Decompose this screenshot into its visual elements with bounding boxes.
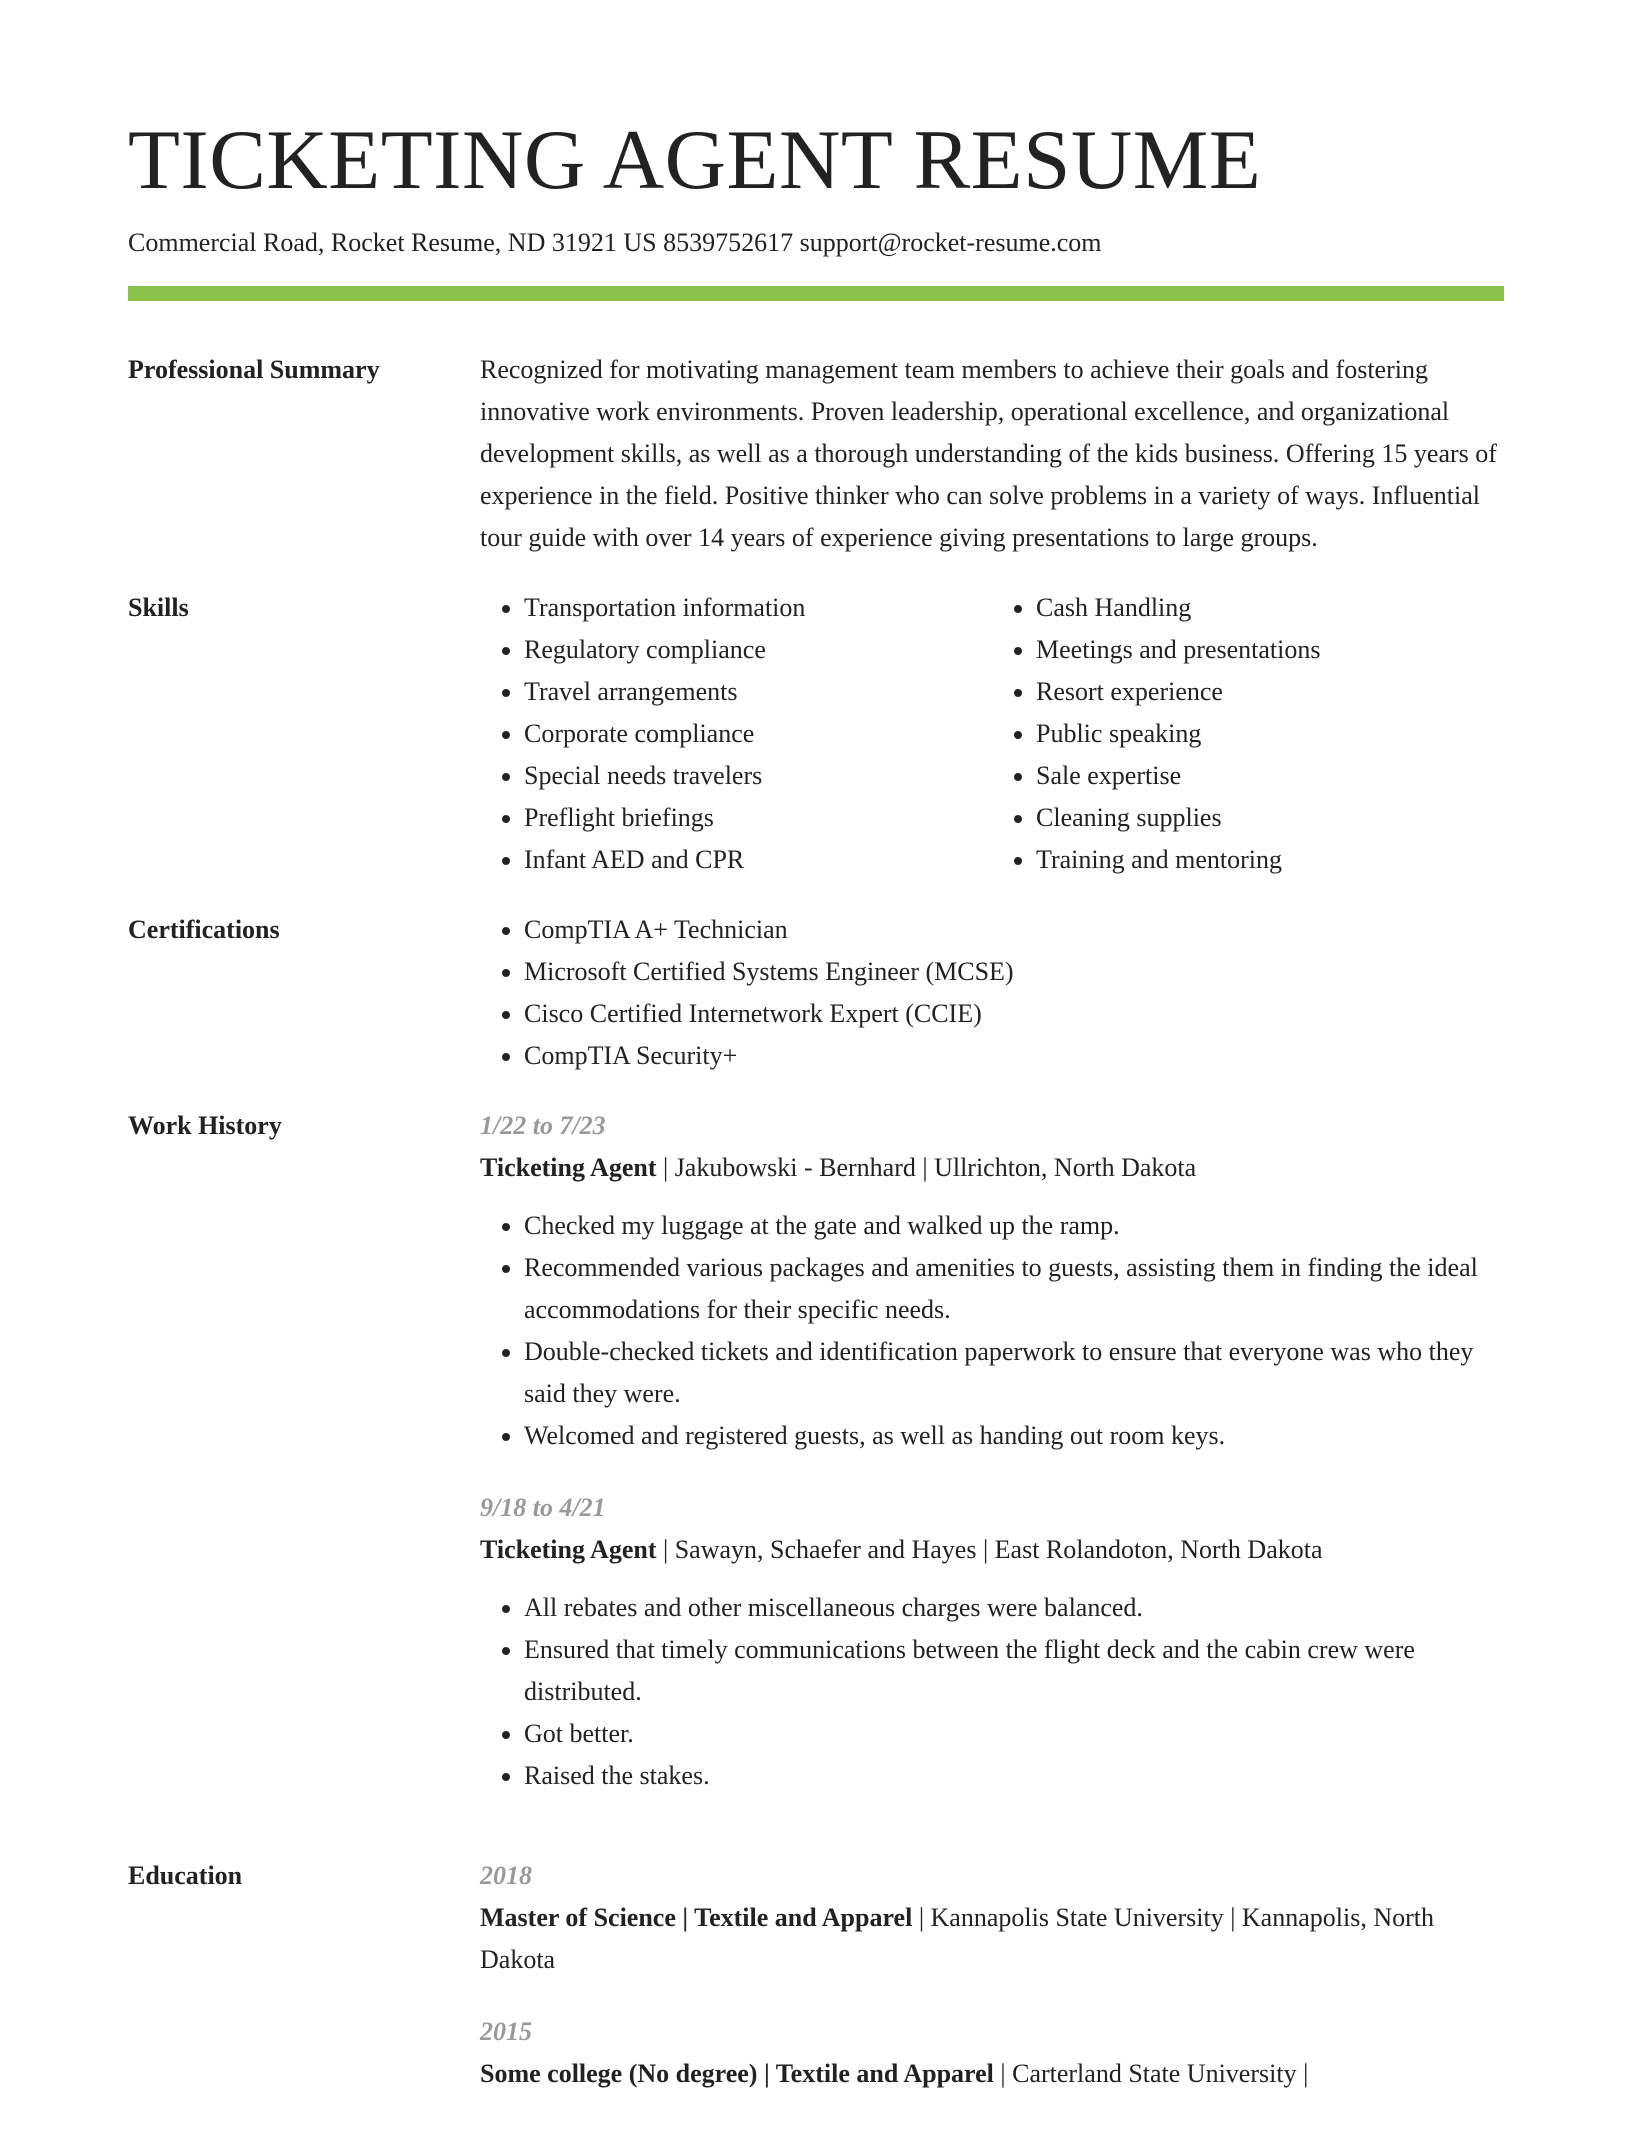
job-title: Ticketing Agent [480,1535,657,1564]
skills-list-left [480,587,992,881]
education-school: | Kannapolis State University | Kannapolis, North Dakota [480,1903,1434,1974]
job-entry [480,1487,1504,1797]
certification-item: • Microsoft Certified Systems Engineer (MCSE) [524,951,1504,993]
skill-item: • Special needs travelers [524,755,992,797]
job-employer: | Jakubowski - Bernhard | Ullrichton, North Dakota [656,1153,1197,1182]
section-label: Education [128,1861,243,1890]
job-role-line [480,1529,1504,1571]
resume-header [128,113,1504,258]
skill-item: • Public speaking [1036,713,1504,755]
skill-item: • Corporate compliance [524,713,992,755]
job-bullet: • Recommended various packages and amenities to guests, assisting them in finding the ideal accommodations for their specific needs. [524,1247,1504,1331]
skill-item: • Cleaning supplies [1036,797,1504,839]
education-line [480,1897,1504,1981]
job-bullet: • Welcomed and registered guests, as well as handing out room keys. [524,1415,1504,1457]
job-employer: | Sawayn, Schaefer and Hayes | East Rolandoton, North Dakota [656,1535,1323,1564]
job-title: Ticketing Agent [480,1153,657,1182]
skill-item: • Regulatory compliance [524,629,992,671]
skills-list-right [992,587,1504,881]
skill-item: • Travel arrangements [524,671,992,713]
job-bullets [480,1587,1504,1797]
job-bullet: • Raised the stakes. [524,1755,1504,1797]
skill-item: • Transportation information [524,587,992,629]
skills-section [128,587,1504,881]
section-label: Skills [128,593,189,622]
job-bullet: • All rebates and other miscellaneous charges were balanced. [524,1587,1504,1629]
education-entry [480,2011,1504,2095]
education-date: 2015 [480,2017,532,2046]
certification-item: • CompTIA A+ Technician [524,909,1504,951]
contact-line: Commercial Road, Rocket Resume, ND 31921 US 8539752617 support@rocket-resume.com [128,228,1102,257]
job-bullet: • Double-checked tickets and identification paperwork to ensure that everyone was who they said they were. [524,1331,1504,1415]
skill-item: • Training and mentoring [1036,839,1504,881]
work-history-section [128,1105,1504,1827]
education-degree: Some college (No degree) | Textile and Apparel [480,2059,994,2088]
job-bullet: • Ensured that timely communications between the flight deck and the cabin crew were distributed. [524,1629,1504,1713]
summary-text: Recognized for motivating management team members to achieve their goals and fostering innovative work environments. Proven leadership, operational excellence, and organizational development skills, as well as a thorough understanding of the kids business. Offering 15 years of experience in the field. Positive thinker who can solve problems in a variety of ways. Influential tour guide with over 14 years of experience giving presentations to large groups. [480,355,1497,552]
accent-divider [128,286,1504,301]
job-bullets [480,1205,1504,1457]
skill-item: • Cash Handling [1036,587,1504,629]
education-line [480,2053,1504,2095]
education-entry [480,1855,1504,1981]
certification-item: • Cisco Certified Internetwork Expert (CCIE) [524,993,1504,1035]
job-dates: 1/22 to 7/23 [480,1111,606,1140]
certifications-section [128,909,1504,1077]
education-section [128,1855,1504,2125]
education-school: | Carterland State University | [993,2059,1309,2088]
skill-item: • Infant AED and CPR [524,839,992,881]
job-dates: 9/18 to 4/21 [480,1493,606,1522]
summary-section [128,349,1504,559]
job-bullet: • Checked my luggage at the gate and walked up the ramp. [524,1205,1504,1247]
education-date: 2018 [480,1861,532,1890]
certification-item: • CompTIA Security+ [524,1035,1504,1077]
certifications-list [480,909,1504,1077]
job-entry [480,1105,1504,1457]
resume-content [128,349,1504,2153]
section-label: Certifications [128,915,280,944]
job-bullet: • Got better. [524,1713,1504,1755]
education-degree: Master of Science | Textile and Apparel [480,1903,913,1932]
skill-item: • Meetings and presentations [1036,629,1504,671]
skill-item: • Sale expertise [1036,755,1504,797]
skill-item: • Preflight briefings [524,797,992,839]
job-role-line [480,1147,1504,1189]
skill-item: • Resort experience [1036,671,1504,713]
section-label: Professional Summary [128,355,380,384]
resume-title: TICKETING AGENT RESUME [128,113,1262,207]
section-label: Work History [128,1111,282,1140]
